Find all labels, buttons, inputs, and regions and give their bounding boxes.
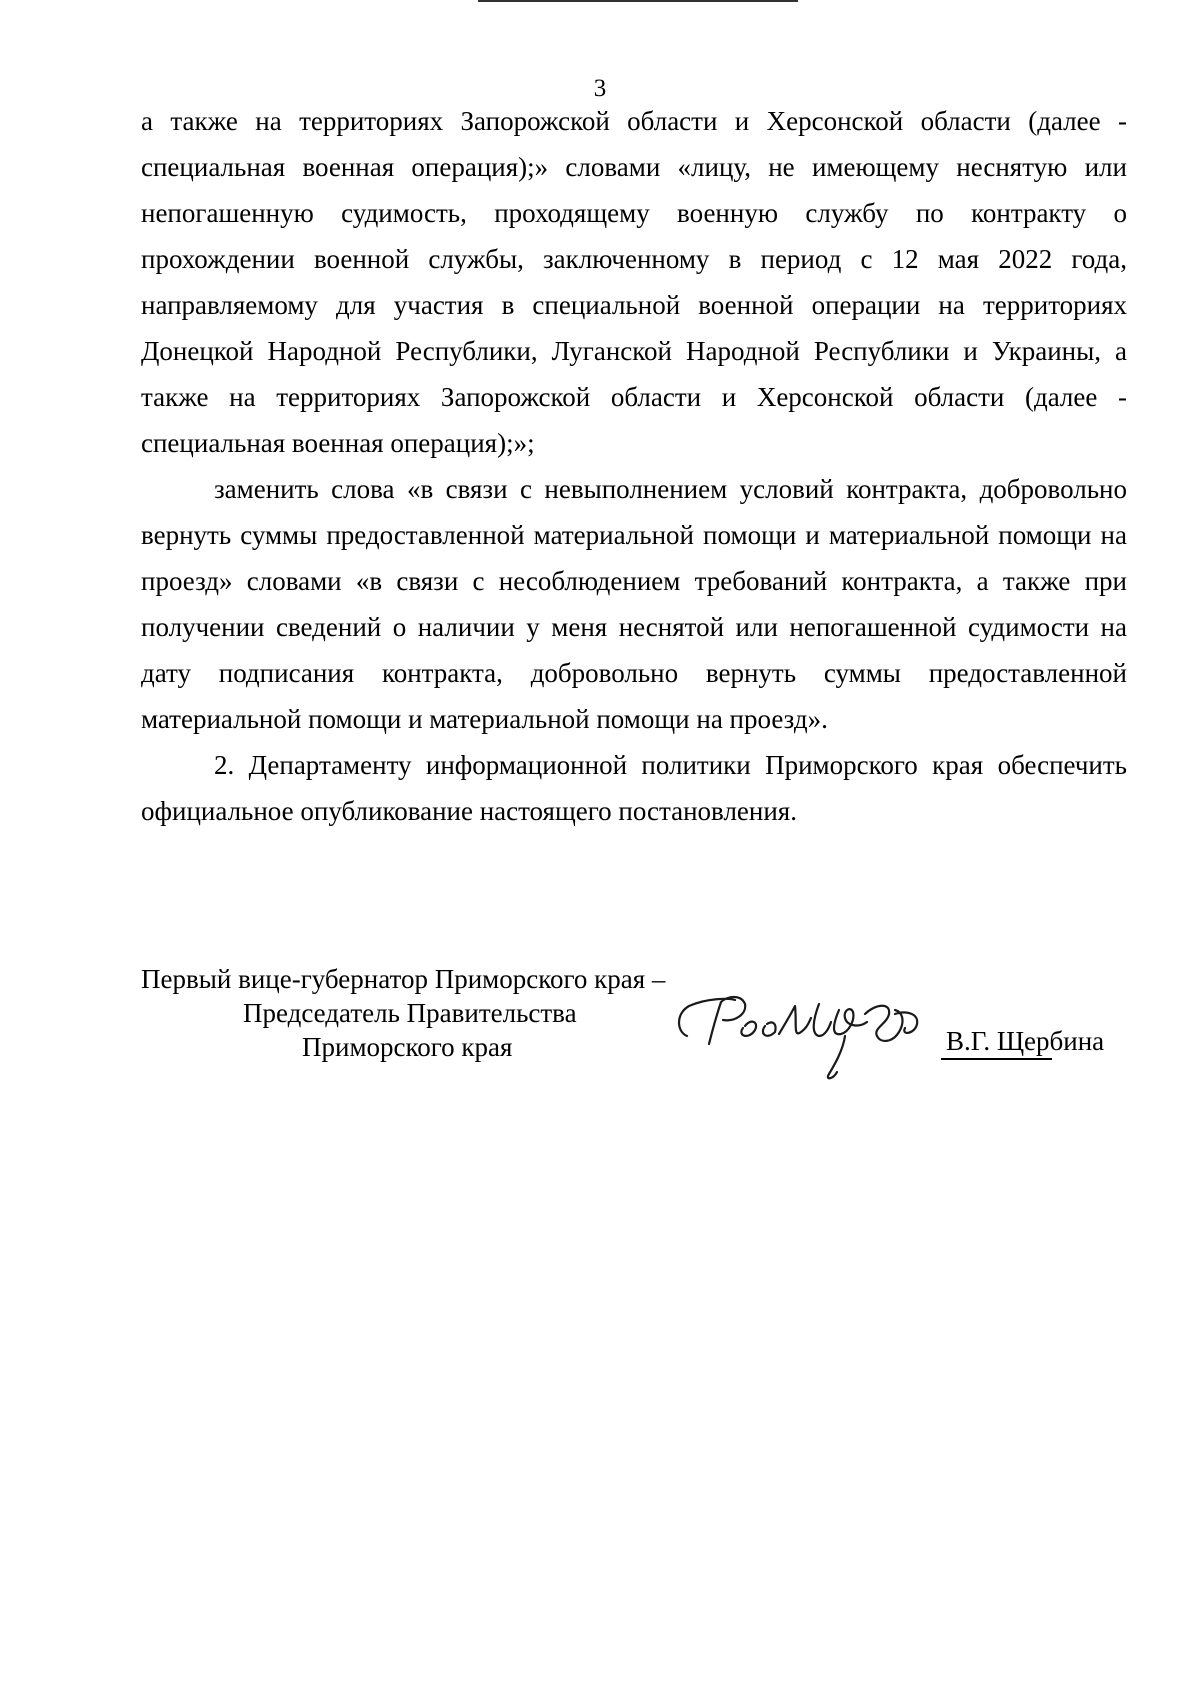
signatory-position-line-2: Председатель Правительства	[243, 998, 577, 1028]
signatory-name-underline	[941, 1058, 1052, 1060]
body-paragraph-1: а также на территориях Запорожской области и Херсонской области (далее - специальная военная операция);» словами «лицу, не имеющему неснятую или непогашенную судимость, проходящему военную службу по контракту о прохождении военной службы, заключенному в период с 12 мая 2022 года, направляемому для участия в специальной военной операции на территориях Донецкой Народной Республики, Луганской Народной Республики и Украины, а также на территориях Запорожской области и Херсонской области (далее - специальная военная операция);»;	[141, 106, 1127, 458]
page-number: 3	[593, 75, 607, 102]
signatory-position-line-3: Приморского края	[302, 1032, 513, 1062]
signatory-name: В.Г. Щербина	[946, 1026, 1105, 1056]
handwritten-signature	[669, 984, 949, 1084]
page-top-edge-mark	[478, 0, 798, 2]
signature-block	[141, 962, 1127, 1082]
document-body	[141, 98, 1127, 834]
body-paragraph-3: 2. Департаменту информационной политики Приморского края обеспечить официальное опубликование настоящего постановления.	[141, 750, 1127, 826]
signatory-position-line-1: Первый вице-губернатор Приморского края –	[141, 964, 666, 994]
body-paragraph-2: заменить слова «в связи с невыполнением условий контракта, добровольно вернуть суммы предоставленной материальной помощи и материальной помощи на проезд» словами «в связи с несоблюдением требований контракта, а также при получении сведений о наличии у меня неснятой или непогашенной судимости на дату подписания контракта, добровольно вернуть суммы предоставленной материальной помощи и материальной помощи на проезд».	[141, 474, 1127, 734]
